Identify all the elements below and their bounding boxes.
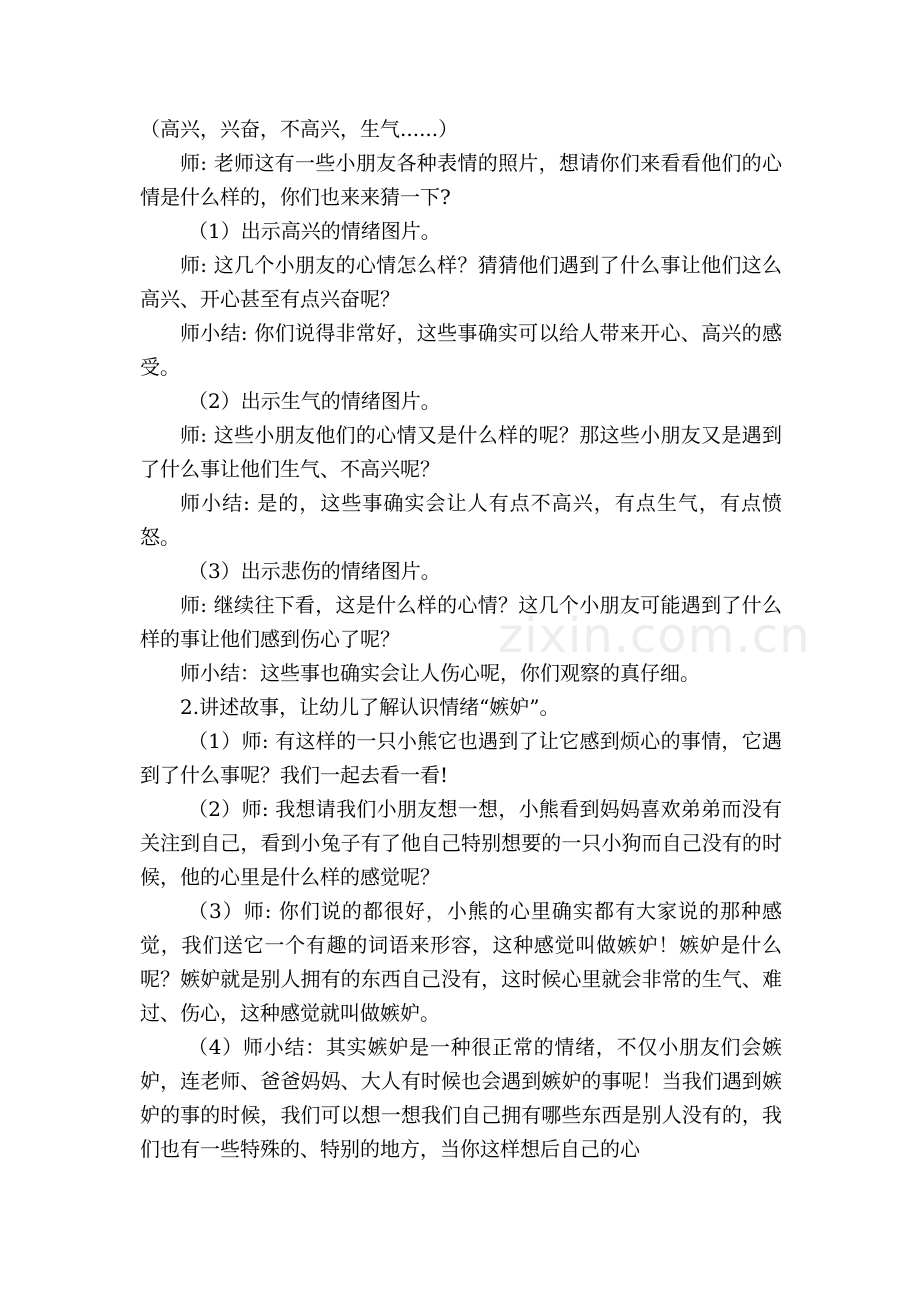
paragraph-teacher-happy-question: 师: 这几个小朋友的心情怎么样？猜猜他们遇到了什么事让他们这么高兴、开心甚至有点兴奋呢？ — [140, 253, 782, 311]
paragraph-story-step-2: （2）师: 我想请我们小朋友想一想，小熊看到妈妈喜欢弟弟而没有关注到自己，看到小兔子有了他自己特别想要的一只小狗而自己没有的时候，他的心里是什么样的感觉呢？ — [140, 797, 782, 889]
watermark: zixin.com.cn — [498, 608, 811, 664]
paragraph-summary-sad: 师小结：这些事也确实会让人伤心呢，你们观察的真仔细。 — [180, 661, 700, 685]
paragraph-story-step-1: （1）师: 有这样的一只小熊它也遇到了让它感到烦心的事情，它遇到了什么事呢？我们一起去看一看! — [140, 729, 782, 787]
paragraph-step-angry: （2）出示生气的情绪图片。 — [188, 389, 441, 413]
paragraph-story-step-3: （3）师: 你们说的都很好，小熊的心里确实都有大家说的那种感觉，我们送它一个有趣的词语来形容，这种感觉叫做嫉妒！嫉妒是什么呢？嫉妒就是别人拥有的东西自己没有，这时候心里就会非常的生气、难过、伤心，这种感觉就叫做嫉妒。 — [140, 899, 782, 1025]
paragraph-teacher-sad-question: 师: 继续往下看，这是什么样的心情？这几个小朋友可能遇到了什么样的事让他们感到伤心了呢？ — [140, 593, 782, 651]
paragraph-summary-happy: 师小结: 你们说得非常好，这些事确实可以给人带来开心、高兴的感受。 — [140, 321, 782, 379]
paragraph-summary-angry: 师小结: 是的，这些事确实会让人有点不高兴，有点生气，有点愤怒。 — [140, 491, 782, 549]
paragraph-emotion-list: （高兴，兴奋，不高兴，生气......） — [140, 117, 459, 141]
paragraph-teacher-intro: 师: 老师这有一些小朋友各种表情的照片，想请你们来看看他们的心情是什么样的，你们也来来猜一下? — [140, 151, 782, 209]
paragraph-story-step-4: （4）师小结：其实嫉妒是一种很正常的情绪，不仅小朋友们会嫉妒，连老师、爸爸妈妈、大人有时候也会遇到嫉妒的事呢！当我们遇到嫉妒的事的时候，我们可以想一想我们自己拥有哪些东西是别人没有的，我们也有一些特殊的、特别的地方，当你这样想后自己的心 — [140, 1035, 782, 1161]
paragraph-step-happy: （1）出示高兴的情绪图片。 — [188, 219, 441, 243]
paragraph-step-sad: （3）出示悲伤的情绪图片。 — [188, 559, 441, 583]
paragraph-teacher-angry-question: 师: 这些小朋友他们的心情又是什么样的呢？那这些小朋友又是遇到了什么事让他们生气、不高兴呢？ — [140, 423, 782, 481]
document-body — [140, 112, 782, 1166]
paragraph-section-story: 2.讲述故事，让幼儿了解认识情绪“嫉妒”。 — [180, 695, 560, 719]
